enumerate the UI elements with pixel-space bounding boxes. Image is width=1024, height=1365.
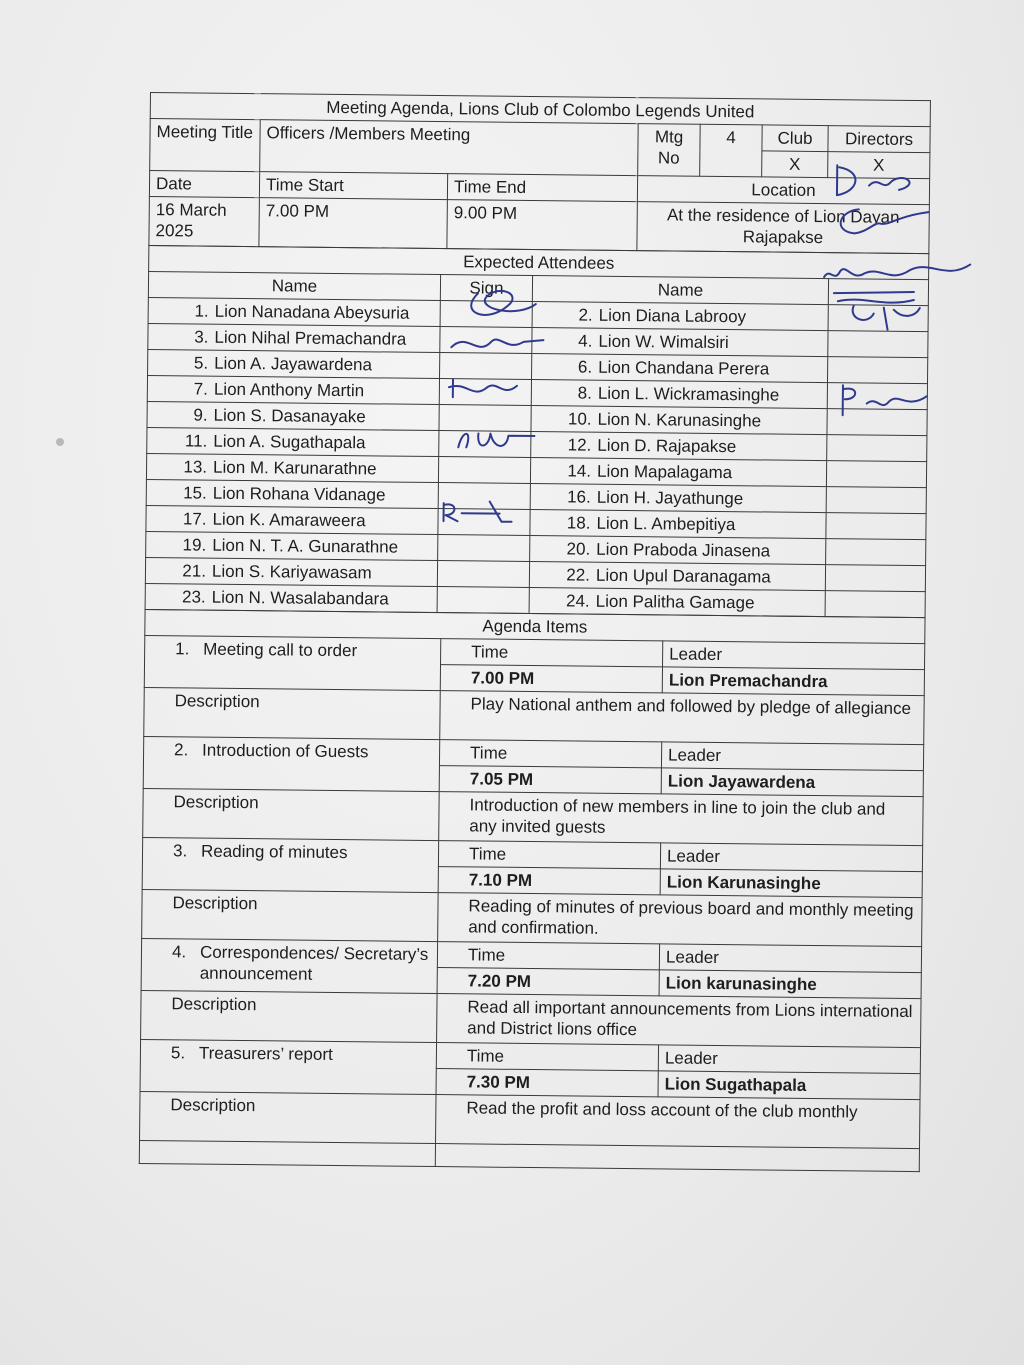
attendee-name: Lion S. Kariyawasam xyxy=(211,561,372,583)
agenda-item-number: 5. xyxy=(170,1043,186,1063)
agenda-leader-label: Leader xyxy=(661,742,923,771)
club-value: X xyxy=(762,151,828,178)
agenda-description-row xyxy=(144,687,924,744)
agenda-leader-label: Leader xyxy=(663,641,925,670)
agenda-time-label: Time xyxy=(441,639,663,667)
agenda-item-description: Introduction of new members in line to join the club and any invited guests xyxy=(439,792,924,846)
attendee-sign-right xyxy=(827,435,927,462)
agenda-item-number: 4. xyxy=(171,942,187,962)
agenda-item-leader: Lion Karunasinghe xyxy=(660,869,922,898)
agenda-description-label: Description xyxy=(141,990,437,1042)
agenda-item-title-cell xyxy=(142,837,439,892)
agenda-item-description: Play National anthem and followed by pledge of allegiance xyxy=(440,691,925,745)
meeting-title-label: Meeting Title xyxy=(150,119,261,172)
agenda-item-leader: Lion Jayawardena xyxy=(661,768,923,797)
signature-12 xyxy=(823,285,944,336)
attendee-name-right xyxy=(531,406,827,435)
agenda-description-label: Description xyxy=(140,1091,436,1143)
attendee-number: 6. xyxy=(577,357,593,377)
attendee-sign-right xyxy=(826,513,926,540)
time-start-label: Time Start xyxy=(259,172,447,200)
attendee-name: Lion L. Wickramasinghe xyxy=(597,383,780,405)
attendee-number: 11. xyxy=(184,431,208,451)
agenda-item-title-cell xyxy=(140,1039,437,1094)
attendee-sign-right xyxy=(826,487,926,514)
agenda-description-label: Description xyxy=(144,687,440,739)
time-end-label: Time End xyxy=(447,174,637,202)
agenda-item-title-cell xyxy=(141,938,438,993)
time-end-value: 9.00 PM xyxy=(447,200,638,251)
attendee-number: 3. xyxy=(194,327,209,347)
agenda-item-time: 7.00 PM xyxy=(440,665,662,693)
attendee-number: 16. xyxy=(567,487,591,507)
mtg-no-label: Mtg No xyxy=(638,124,701,177)
agenda-item-title-cell xyxy=(144,635,441,690)
attendee-name-left xyxy=(148,349,440,378)
attendee-name-right xyxy=(531,432,827,461)
attendees-heading: Expected Attendees xyxy=(149,245,929,279)
agenda-item-description: Read all important announcements from Lions international and District lions office xyxy=(437,994,922,1048)
sign-column-header-left: Sign xyxy=(440,275,532,302)
agenda-item-time: 7.05 PM xyxy=(439,766,661,794)
attendee-sign-right xyxy=(827,357,927,384)
attendee-name: Lion Mapalagama xyxy=(596,461,733,483)
attendee-name: Lion Nihal Premachandra xyxy=(214,327,407,349)
name-column-header-left: Name xyxy=(148,271,440,300)
attendee-name: Lion Chandana Perera xyxy=(598,357,770,379)
attendee-name-left xyxy=(148,297,440,326)
attendee-number: 2. xyxy=(578,305,593,325)
meeting-title-value: Officers /Members Meeting xyxy=(260,120,639,176)
attendee-name-left xyxy=(148,323,440,352)
agenda-item-number: 3. xyxy=(172,841,188,861)
mtg-no-value: 4 xyxy=(700,124,763,177)
signature-13 xyxy=(454,425,574,456)
attendee-name: Lion N. Karunasinghe xyxy=(597,409,762,431)
agenda-leader-label: Leader xyxy=(660,843,922,872)
agenda-table xyxy=(139,609,926,1172)
attendee-sign-left xyxy=(438,457,530,484)
attendee-name-left xyxy=(147,401,439,430)
attendee-name-right xyxy=(530,458,826,487)
attendee-name-left xyxy=(145,557,437,586)
agenda-description-row xyxy=(143,788,923,845)
signature-9 xyxy=(447,373,567,404)
agenda-time-label: Time xyxy=(436,1043,658,1071)
attendee-name-right xyxy=(532,328,828,357)
attendee-name: Lion N. T. A. Gunarathne xyxy=(212,535,399,557)
agenda-item-description: Reading of minutes of previous board and monthly meeting and confirmation. xyxy=(438,893,923,947)
agenda-item-time: 7.30 PM xyxy=(436,1069,658,1097)
attendee-number: 12. xyxy=(567,435,592,455)
attendee-name: Lion N. Wasalabandara xyxy=(211,587,389,609)
attendee-name: Lion Diana Labrooy xyxy=(598,305,747,327)
signature-2 xyxy=(829,161,949,202)
attendee-number: 22. xyxy=(566,565,591,585)
attendee-number: 4. xyxy=(578,331,593,351)
attendee-name-left xyxy=(146,531,438,560)
agenda-description-label: Description xyxy=(143,788,439,840)
attendee-number: 8. xyxy=(577,383,592,403)
attendee-name-left xyxy=(146,505,438,534)
attendee-number: 23. xyxy=(181,587,206,607)
attendee-name-left xyxy=(147,427,439,456)
attendee-name: Lion W. Wimalsiri xyxy=(598,331,729,353)
agenda-item-title: Correspondences/ Secretary’s announcement xyxy=(199,942,429,984)
agenda-item-title: Treasurers’ report xyxy=(198,1043,333,1064)
attendee-name: Lion Nanadana Abeysuria xyxy=(214,301,410,323)
name-column-header-right: Name xyxy=(532,276,828,305)
attendee-name: Lion Rohana Vidanage xyxy=(212,483,386,505)
date-label: Date xyxy=(149,171,259,198)
agenda-item-time: 7.10 PM xyxy=(438,867,660,895)
date-value: 16 March 2025 xyxy=(149,196,260,246)
location-label: Location xyxy=(637,176,929,205)
attendee-name-right xyxy=(531,380,827,409)
attendee-sign-left xyxy=(437,587,529,614)
attendee-name: Lion Praboda Jinasena xyxy=(596,539,771,561)
attendee-name-right xyxy=(530,484,826,513)
club-label: Club xyxy=(762,125,828,152)
agenda-description-row xyxy=(141,990,921,1047)
attendee-name: Lion S. Dasanayake xyxy=(213,405,366,427)
attendee-sign-right xyxy=(825,565,925,592)
attendee-name-right xyxy=(532,302,828,331)
agenda-item-title: Introduction of Guests xyxy=(202,740,369,762)
paper-mark xyxy=(56,438,64,446)
blank-row xyxy=(139,1140,435,1166)
attendee-name: Lion M. Karunarathne xyxy=(212,457,377,479)
attendee-number: 5. xyxy=(193,353,209,373)
attendee-name: Lion A. Sugathapala xyxy=(213,431,366,453)
directors-label: Directors xyxy=(828,126,930,153)
time-start-value: 7.00 PM xyxy=(259,198,448,249)
attendee-name: Lion H. Jayathunge xyxy=(596,487,744,509)
header-table xyxy=(148,92,931,254)
signature-1 xyxy=(448,283,568,324)
attendee-name: Lion Palitha Gamage xyxy=(595,591,755,613)
attendee-number: 13. xyxy=(183,457,208,477)
attendee-name-right xyxy=(529,587,825,616)
attendee-name-left xyxy=(147,375,439,404)
attendee-name: Lion L. Ambepitiya xyxy=(596,513,736,535)
agenda-time-label: Time xyxy=(439,740,661,768)
attendee-name: Lion A. Jayawardena xyxy=(214,353,373,375)
agenda-item-title: Reading of minutes xyxy=(200,841,348,863)
location-value: At the residence of Lion Dayan Rajapakse xyxy=(637,202,930,254)
signature-6 xyxy=(828,201,948,242)
agenda-leader-label: Leader xyxy=(659,944,921,973)
agenda-item-number: 1. xyxy=(175,639,190,659)
agenda-leader-label: Leader xyxy=(658,1045,920,1074)
attendee-number: 1. xyxy=(194,301,209,321)
attendee-number: 18. xyxy=(566,513,591,533)
attendee-name: Lion K. Amaraweera xyxy=(212,509,366,531)
attendee-number: 10. xyxy=(567,409,592,429)
signature-20 xyxy=(837,381,957,422)
signature-23 xyxy=(439,495,559,526)
attendee-number: 21. xyxy=(182,561,207,581)
attendee-name-right xyxy=(530,536,826,565)
agenda-item-number: 2. xyxy=(174,740,189,760)
attendee-number: 14. xyxy=(567,461,592,481)
attendee-sign-left xyxy=(437,561,529,588)
attendee-name: Lion Upul Daranagama xyxy=(595,565,771,587)
attendee-number: 17. xyxy=(182,509,207,529)
agenda-item-leader: Lion Premachandra xyxy=(662,667,924,696)
attendee-name-right xyxy=(529,562,825,591)
agenda-heading: Agenda Items xyxy=(145,609,925,643)
agenda-time-label: Time xyxy=(438,841,660,869)
attendee-name-left xyxy=(145,583,437,612)
agenda-rows xyxy=(140,635,925,1148)
agenda-item-leader: Lion karunasinghe xyxy=(659,970,921,999)
attendee-name: Lion D. Rajapakse xyxy=(597,435,737,457)
attendee-name-left xyxy=(146,453,438,482)
attendee-sign-right xyxy=(826,539,926,566)
attendee-sign-left xyxy=(438,535,530,562)
signature-5 xyxy=(447,327,567,358)
attendee-number: 7. xyxy=(193,379,208,399)
agenda-item-description: Read the profit and loss account of the club monthly xyxy=(436,1095,921,1149)
agenda-sheet xyxy=(139,92,930,1172)
attendee-name-right xyxy=(532,354,828,383)
agenda-item-title: Meeting call to order xyxy=(203,639,358,661)
attendee-name-left xyxy=(146,479,438,508)
attendee-sign-right xyxy=(826,461,926,488)
attendee-number: 15. xyxy=(183,483,207,503)
agenda-title: Meeting Agenda, Lions Club of Colombo Legends United xyxy=(150,93,930,127)
attendee-name-right xyxy=(530,510,826,539)
attendee-sign-right xyxy=(825,591,925,618)
agenda-description-label: Description xyxy=(142,889,438,941)
agenda-description-row xyxy=(140,1091,920,1148)
directors-value: X xyxy=(828,152,930,179)
agenda-item-title-cell xyxy=(143,736,440,791)
agenda-item-leader: Lion Sugathapala xyxy=(658,1071,920,1100)
attendee-name: Lion Anthony Martin xyxy=(213,379,365,401)
attendee-number: 24. xyxy=(565,591,590,611)
attendee-number: 9. xyxy=(193,405,208,425)
attendee-number: 20. xyxy=(566,539,591,559)
agenda-time-label: Time xyxy=(437,942,659,970)
agenda-description-row xyxy=(142,889,922,946)
blank-row-right xyxy=(435,1144,919,1172)
agenda-item-time: 7.20 PM xyxy=(437,968,659,996)
attendee-number: 19. xyxy=(182,535,207,555)
